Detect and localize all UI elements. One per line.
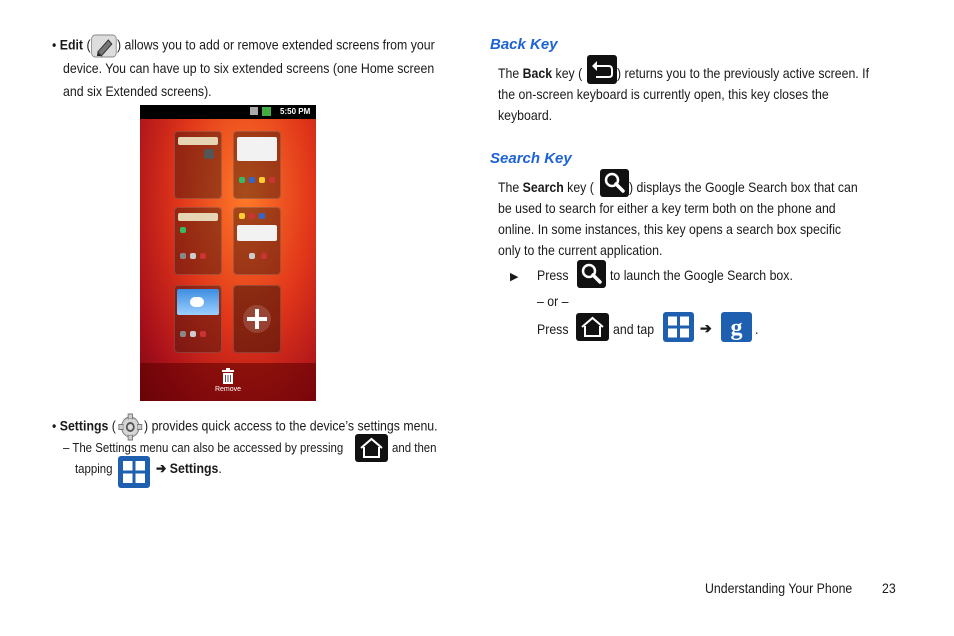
- status-time: 5:50 PM: [280, 107, 311, 116]
- search-label: Search: [522, 179, 564, 195]
- settings-label: Settings: [59, 417, 109, 434]
- edit-description: ) allows you to add or remove extended screens from your: [116, 36, 435, 53]
- search-key-icon: [577, 260, 606, 288]
- home-key-icon: [576, 313, 609, 341]
- back-line2: the on-screen keyboard is currently open, this key closes the: [498, 86, 829, 102]
- search-key-icon: [600, 169, 629, 197]
- back-line1-rest: ) returns you to the previously active screen. If: [617, 65, 869, 81]
- or-text: – or –: [537, 293, 569, 309]
- paren: (: [83, 36, 91, 53]
- bullet: •: [52, 36, 57, 53]
- screen-thumbnail[interactable]: [174, 285, 222, 353]
- apps-icon: [663, 312, 694, 342]
- plus-icon: [242, 304, 272, 334]
- edit-line3: and six Extended screens).: [63, 83, 212, 99]
- text: The: [498, 65, 523, 81]
- edit-line2: device. You can have up to six extended screens (one Home screen: [63, 60, 435, 76]
- footer-section-title: Understanding Your Phone: [705, 580, 853, 596]
- search-key-heading: Search Key: [490, 150, 572, 167]
- sub-text-suffix: and then: [392, 440, 437, 455]
- trash-icon: [221, 368, 235, 384]
- search-line1-rest: ) displays the Google Search box that can: [629, 179, 858, 195]
- screen-thumbnail[interactable]: [233, 207, 281, 275]
- paren: (: [108, 417, 116, 434]
- text: The: [498, 179, 523, 195]
- settings-target-label: Settings: [169, 460, 219, 476]
- screen-thumbnail[interactable]: [174, 131, 222, 199]
- search-line3: online. In some instances, this key opens a search box specific: [498, 221, 842, 237]
- status-bar: [140, 105, 316, 119]
- apps-icon: [118, 456, 150, 488]
- arrow: ➔: [156, 460, 167, 476]
- period: .: [755, 321, 759, 337]
- remove-area[interactable]: [140, 363, 316, 401]
- phone-screenshot: [140, 105, 316, 401]
- back-line3: keyboard.: [498, 107, 553, 123]
- home-key-icon: [355, 434, 388, 462]
- text: key (: [552, 65, 583, 81]
- text: key (: [563, 179, 594, 195]
- google-search-icon: [721, 312, 752, 342]
- arrow: ➔: [700, 320, 712, 336]
- svg-text:g: g: [730, 315, 743, 341]
- back-key-heading: Back Key: [490, 36, 558, 53]
- back-label: Back: [522, 65, 553, 81]
- period: .: [218, 460, 222, 476]
- settings-path: [156, 458, 222, 479]
- settings-sub-line1: [63, 437, 343, 458]
- battery-icon: [262, 107, 271, 116]
- settings-description: ) provides quick access to the device’s settings menu.: [144, 417, 438, 434]
- search-line2: be used to search for either a key term both on the phone and: [498, 200, 836, 216]
- edit-bullet-line1: [52, 34, 435, 58]
- press-rest-text: to launch the Google Search box.: [610, 267, 793, 283]
- search-line1-prefix: [498, 177, 594, 198]
- signal-icon: [250, 107, 258, 115]
- add-screen-button[interactable]: [233, 285, 281, 353]
- sub-text: – The Settings menu can also be accessed by pressing: [63, 440, 344, 455]
- press-text: Press: [537, 267, 569, 283]
- press-text-2: Press: [537, 321, 569, 337]
- search-line4: only to the current application.: [498, 242, 663, 258]
- page-number: 23: [882, 580, 896, 596]
- screen-thumbnail[interactable]: [174, 207, 222, 275]
- remove-label: Remove: [214, 386, 242, 393]
- bullet: •: [52, 417, 57, 434]
- tapping-text: tapping: [75, 461, 113, 476]
- edit-label: Edit: [59, 36, 84, 53]
- screen-thumbnail[interactable]: [233, 131, 281, 199]
- and-tap-text: and tap: [613, 321, 655, 337]
- back-line1-prefix: [498, 63, 582, 84]
- step-marker: ▶: [510, 271, 519, 283]
- back-key-icon: [587, 55, 617, 84]
- pencil-icon: [91, 34, 117, 58]
